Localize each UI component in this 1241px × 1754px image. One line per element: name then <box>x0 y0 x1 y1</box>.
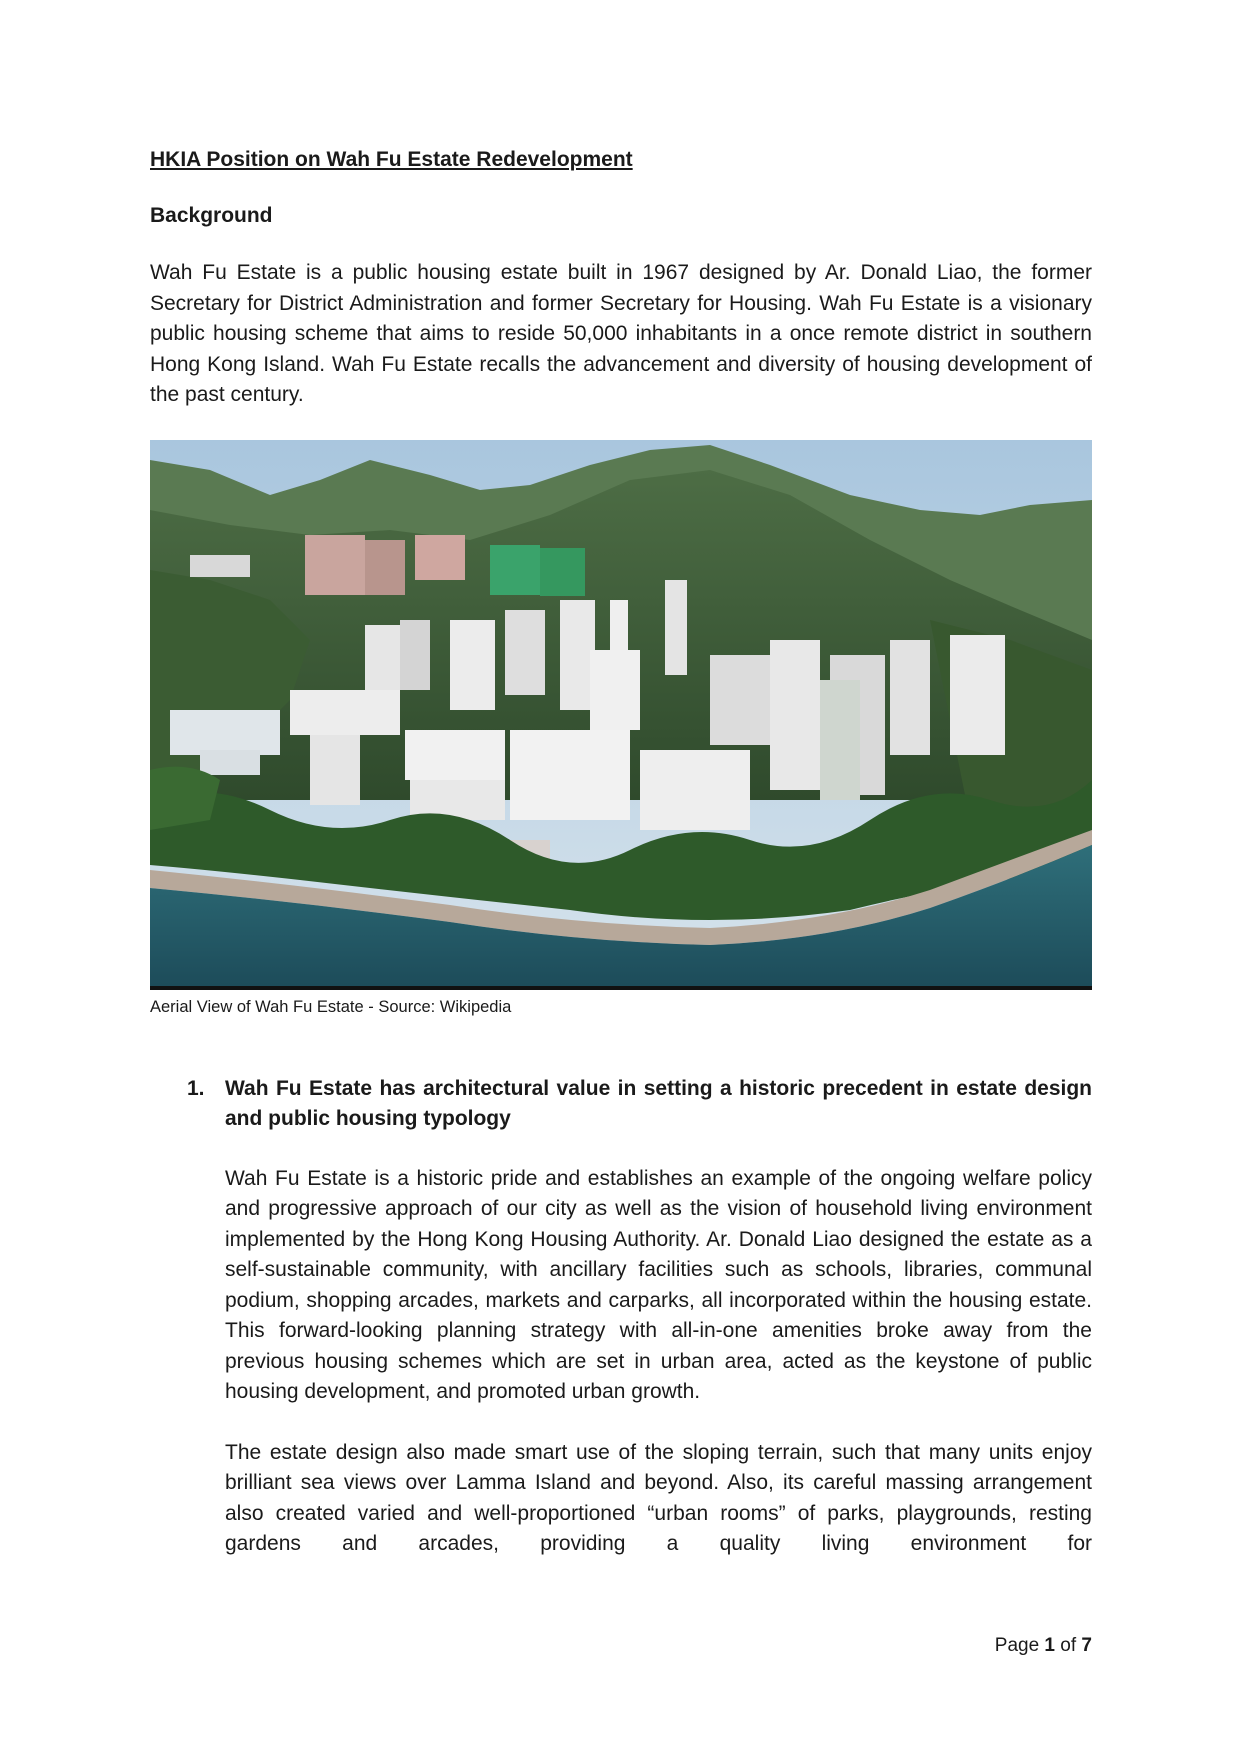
document-title: HKIA Position on Wah Fu Estate Redevelopment <box>150 148 633 171</box>
background-heading: Background <box>150 204 273 227</box>
photo-caption: Aerial View of Wah Fu Estate - Source: Wikipedia <box>150 997 512 1016</box>
page-label: Page <box>994 1635 1040 1656</box>
page-current: 1 <box>1044 1635 1055 1656</box>
aerial-photo-figure <box>150 440 1092 1018</box>
aerial-photo <box>150 440 1092 990</box>
section-1-heading: Wah Fu Estate has architectural value in setting a historic precedent in estate design and public housing typology <box>225 1076 1092 1130</box>
page-total: 7 <box>1081 1635 1092 1656</box>
page-content <box>150 146 1092 1560</box>
section-1 <box>150 1074 1092 1560</box>
section-1-paragraph-1: Wah Fu Estate is a historic pride and establishes an example of the ongoing welfare policy and progressive approach of our city as well as the vision of household living environment implemented by the Hong Kong Housing Authority. Ar. Donald Liao designed the estate as a self-sustainable community, with ancillary facilities such as schools, libraries, communal podium, shopping arcades, markets and carparks, all incorporated within the housing estate. This forward-looking planning strategy with all-in-one amenities broke away from the previous housing schemes which are set in urban area, acted as the keystone of public housing development, and promoted urban growth. <box>225 1166 1092 1403</box>
page-of-label: of <box>1060 1635 1077 1656</box>
page-footer <box>995 1634 1092 1658</box>
section-1-number: 1. <box>187 1076 205 1100</box>
section-1-paragraph-2: The estate design also made smart use of the sloping terrain, such that many units enjoy brilliant sea views over Lamma Island and beyond. Also, its careful massing arrangement also created varied and well-proportioned “urban rooms” of parks, playgrounds, resting gardens and arcades, providing a quality living environment for <box>225 1440 1092 1555</box>
background-paragraph: Wah Fu Estate is a public housing estate built in 1967 designed by Ar. Donald Liao, the former Secretary for District Administration and former Secretary for Housing. Wah Fu Estate is a visionary public housing scheme that aims to reside 50,000 inhabitants in a once remote district in southern Hong Kong Island. Wah Fu Estate recalls the advancement and diversity of housing development of the past century. <box>150 261 1092 406</box>
